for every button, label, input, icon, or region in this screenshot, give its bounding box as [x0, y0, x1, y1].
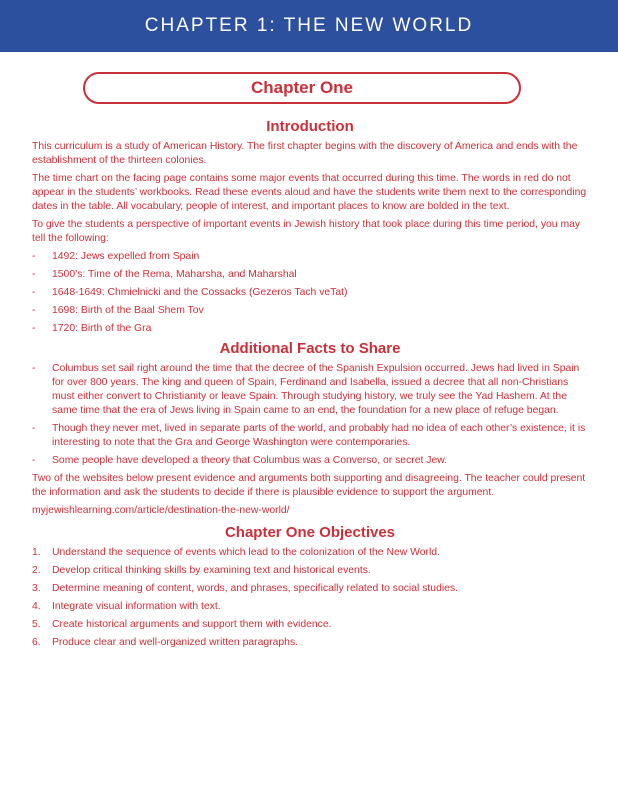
page-content: [32, 118, 588, 654]
objective-item: 3. Determine meaning of content, words, and phrases, specifically related to social studies.: [32, 583, 459, 594]
additional-facts-heading: Additional Facts to Share: [219, 340, 401, 357]
fact-item: - Though they never met, lived in separate parts of the world, and probably had no idea of each other’s existence, it is interesting to note that the Gra and George Washington were contemporaries.: [32, 423, 586, 448]
intro-paragraph: To give the students a perspective of important events in Jewish history that took place during this time period, you may tell the following:: [32, 219, 581, 244]
objective-item: 5. Create historical arguments and support them with evidence.: [32, 619, 332, 630]
facts-list: [32, 362, 588, 468]
objective-item: 4. Integrate visual information with text.: [32, 601, 221, 612]
event-item: - 1492: Jews expelled from Spain: [32, 251, 200, 262]
objectives-heading: Chapter One Objectives: [224, 524, 396, 541]
intro-paragraph: This curriculum is a study of American History. The first chapter begins with the discovery of America and ends with the establishment of the thirteen colonies.: [32, 141, 578, 166]
fact-item: - Some people have developed a theory that Columbus was a Converso, or secret Jew.: [32, 455, 448, 466]
website-link[interactable]: myjewishlearning.com/article/destination-the-new-world/: [32, 505, 290, 516]
jewish-history-events: [32, 250, 588, 336]
websites-note: Two of the websites below present evidence and arguments both supporting and disagreeing. The teacher could present the information and ask the students to decide if there is plausible evidence to support the argument.: [32, 473, 586, 498]
objectives-list: [32, 546, 588, 650]
objective-item: 1. Understand the sequence of events which lead to the colonization of the New World.: [32, 547, 440, 558]
objective-item: 6. Produce clear and well-organized written paragraphs.: [32, 637, 299, 648]
introduction-heading: Introduction: [266, 118, 354, 135]
chapter-banner: [83, 72, 521, 104]
event-item: - 1720: Birth of the Gra: [32, 323, 152, 334]
chapter-banner-title: Chapter One: [250, 78, 354, 97]
event-item: - 1500’s: Time of the Rema, Maharsha, and Maharshal: [32, 269, 297, 280]
event-item: - 1698: Birth of the Baal Shem Tov: [32, 305, 204, 316]
objective-item: 2. Develop critical thinking skills by examining text and historical events.: [32, 565, 371, 576]
event-item: - 1648-1649: Chmielnicki and the Cossacks (Gezeros Tach veTat): [32, 287, 348, 298]
chapter-header-title: CHAPTER 1: THE NEW WORLD: [144, 15, 474, 36]
intro-paragraph: The time chart on the facing page contains some major events that occurred during this time. The words in red do not appear in the students’ workbooks. Read these events aloud and have the students write them next to the corresponding dates in the table. All vocabulary, people of interest, and important places to know are bolded in the text.: [32, 173, 587, 212]
fact-item: - Columbus set sail right around the time that the decree of the Spanish Expulsion occurred. Jews had lived in Spain for over 800 years. The king and queen of Spain, Ferdinand and Isabella, issued a decree that all non-Christians must either convert to Christianity or leave Spain. Through studying history, we truly see the Yad Hashem. At the same time that the era of Jews living in Spain came to an end, the foundation for a new place of refuge began.: [32, 363, 580, 416]
chapter-header: [0, 0, 618, 52]
